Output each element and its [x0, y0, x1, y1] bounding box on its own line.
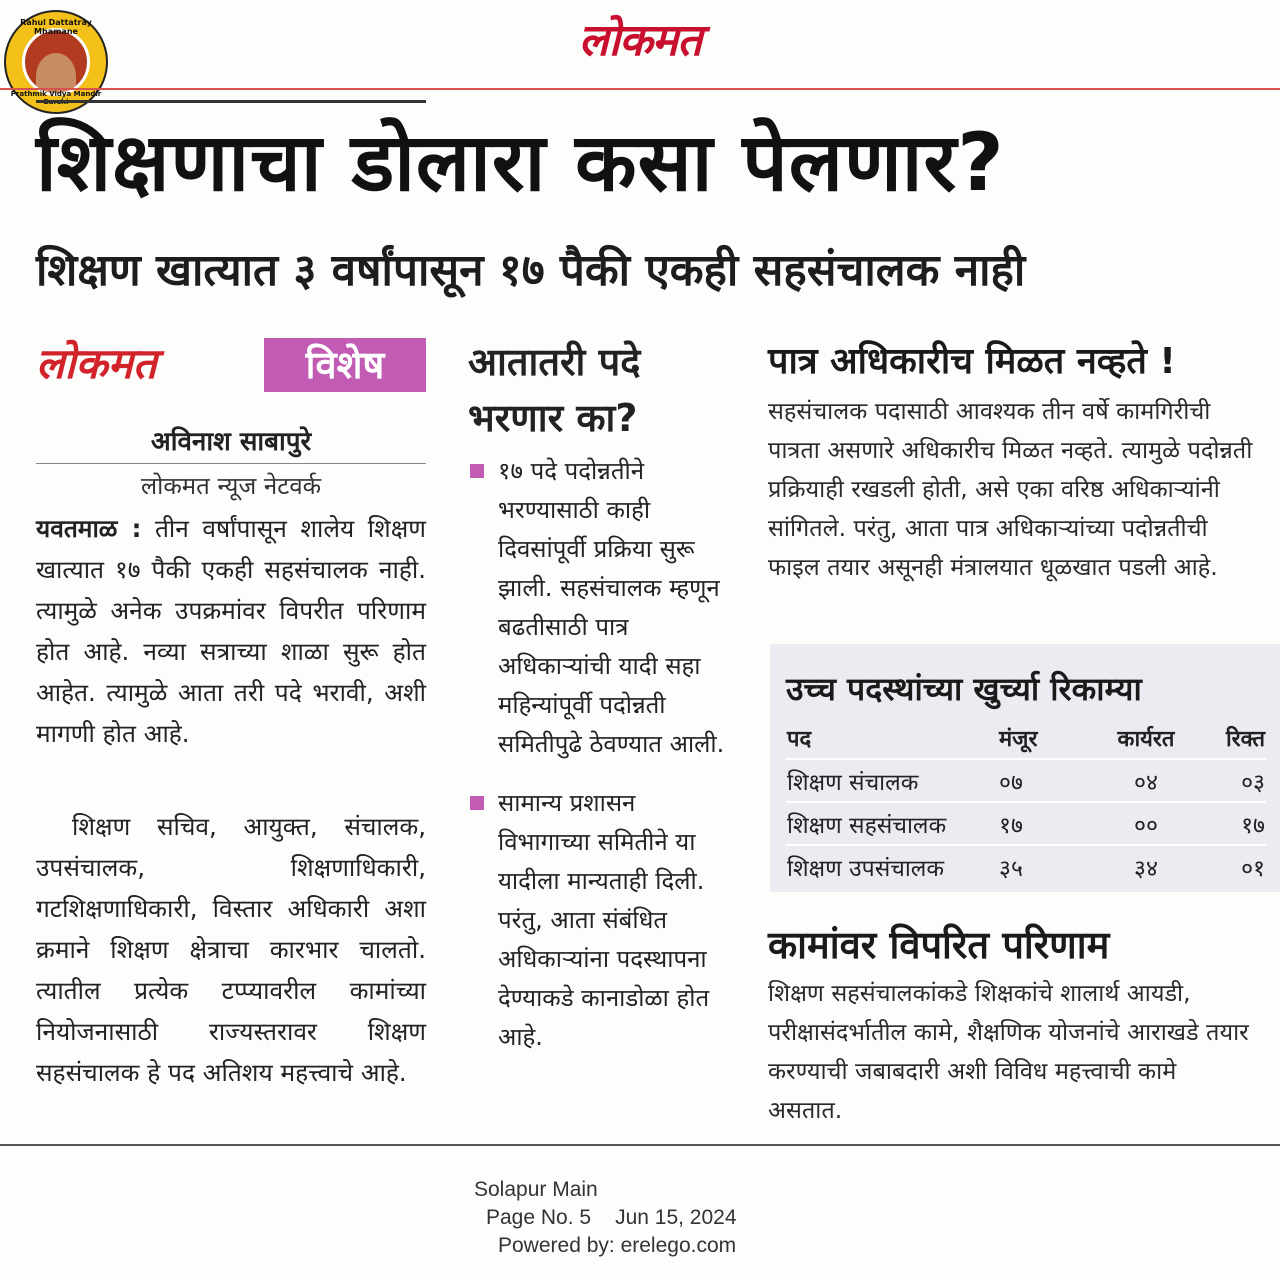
article-paragraph-2: शिक्षण सचिव, आयुक्त, संचालक, उपसंचालक, शिक्षणाधिकारी, गटशिक्षणाधिकारी, विस्तार अधिकारी अशा क्रमाने शिक्षण क्षेत्राचा कारभार चालतो. त्यातील प्रत्येक टप्प्यावरील कामांच्या नियोजनासाठी राज्यस्तरावर शिक्षण सहसंचालक हे पद अतिशय महत्त्वाचे आहे. [36, 812, 426, 1087]
vacancy-table [786, 718, 1266, 887]
cell-vacant: १७ [1202, 802, 1266, 845]
vacancy-table-title: उच्च पदस्थांच्या खुर्च्या रिकाम्या [786, 670, 1142, 708]
news-network: लोकमत न्यूज नेटवर्क [140, 472, 322, 500]
bullet-square-icon [470, 464, 484, 478]
table-row [786, 845, 1266, 887]
headline-top-rule [36, 100, 426, 103]
list-item [468, 784, 730, 1057]
bullet-square-icon [470, 796, 484, 810]
cell-working: ०४ [1090, 759, 1202, 802]
middle-heading: आतातरी पदे भरणार का? [468, 340, 641, 440]
footer-page-line [474, 1204, 737, 1232]
header-vacant: रिक्त [1225, 727, 1265, 752]
table-header-row [786, 718, 1266, 759]
article-paragraph-1 [36, 508, 426, 754]
cell-post: शिक्षण संचालक [786, 759, 998, 802]
column-logo: लोकमत [36, 339, 157, 388]
footer-edition: Solapur Main [474, 1178, 598, 1201]
right-heading-2: कामांवर विपरित परिणाम [768, 923, 1110, 967]
header-sanctioned: मंजूर [999, 727, 1038, 752]
list-item [468, 452, 730, 764]
cell-sanctioned: १७ [998, 802, 1090, 845]
footer-rule [0, 1144, 1280, 1146]
subheadline: शिक्षण खात्यात ३ वर्षांपासून १७ पैकी एकही सहसंचालक नाही [36, 245, 1026, 296]
cell-sanctioned: ३५ [998, 845, 1090, 887]
dateline: यवतमाळ : [36, 514, 142, 543]
header-working: कार्यरत [1117, 727, 1175, 752]
cell-vacant: ०१ [1202, 845, 1266, 887]
bullet-text: सामान्य प्रशासन विभागाच्या समितीने या यादीला मान्यताही दिली. परंतु, आता संबंधित अधिकाऱ्यांना पदस्थापना देण्याकडे कानाडोळा होत आहे. [498, 789, 710, 1051]
cell-sanctioned: ०७ [998, 759, 1090, 802]
header-post: पद [787, 727, 812, 752]
headline: शिक्षणाचा डोलारा कसा पेलणार? [36, 116, 1005, 209]
paragraph-1-text: तीन वर्षांपासून शालेय शिक्षण खात्यात १७ पैकी एकही सहसंचालक नाही. त्यामुळे अनेक उपक्रमांवर विपरीत परिणाम होत आहे. नव्या सत्राच्या शाळा सुरू होत आहेत. त्यामुळे आता तरी पदे भरावी, अशी मागणी होत आहे. [36, 514, 426, 748]
footer [474, 1176, 737, 1260]
footer-powered: Powered by: erelego.com [498, 1234, 737, 1257]
table-row [786, 802, 1266, 845]
bullet-text: १७ पदे पदोन्नतीने भरण्यासाठी काही दिवसांपूर्वी प्रक्रिया सुरू झाली. सहसंचालक म्हणून बढतीसाठी पात्र अधिकाऱ्यांची यादी सहा महिन्यांपूर्वी पदोन्नती समितीपुढे ठेवण्यात आली. [498, 457, 725, 758]
right-paragraph-2: शिक्षण सहसंचालकांकडे शिक्षकांचे शालार्थ आयडी, परीक्षासंदर्भातील कामे, शैक्षणिक योजनांचे आराखडे तयार करण्याची जबाबदारी अशी विविध महत्त्वाची कामे असतात. [768, 979, 1249, 1124]
special-tag: विशेष [264, 338, 426, 392]
badge-ring-text-bottom: Prathmik Vidya Mandir [10, 90, 102, 98]
masthead-logo: लोकमत [578, 15, 702, 66]
author-divider [36, 463, 426, 464]
cell-working: ०० [1090, 802, 1202, 845]
right-paragraph-1: सहसंचालक पदासाठी आवश्यक तीन वर्षे कामगिरीची पात्रता असणारे अधिकारीच मिळत नव्हते. त्यामुळे पदोन्नती प्रक्रियाही रखडली होती, असे एका वरिष्ठ अधिकाऱ्यांनी सांगितले. परंतु, आता पात्र अधिकाऱ्यांच्या पदोन्नतीची फाइल तयार असूनही मंत्रालयात धूळखात पडली आहे. [768, 397, 1253, 581]
author-name: अविनाश साबापुरे [150, 427, 312, 457]
cell-post: शिक्षण सहसंचालक [786, 802, 998, 845]
cell-vacant: ०३ [1202, 759, 1266, 802]
middle-bullet-list [468, 452, 730, 1077]
masthead-rule [0, 88, 1280, 90]
cell-post: शिक्षण उपसंचालक [786, 845, 998, 887]
footer-page: Page No. 5 [486, 1206, 592, 1229]
table-row [786, 759, 1266, 802]
footer-date: Jun 15, 2024 [615, 1206, 737, 1229]
right-heading-1: पात्र अधिकारीच मिळत नव्हते ! [768, 341, 1176, 382]
badge-ring-text-top: Rahul Dattatray Mhamane [20, 18, 92, 36]
cell-working: ३४ [1090, 845, 1202, 887]
